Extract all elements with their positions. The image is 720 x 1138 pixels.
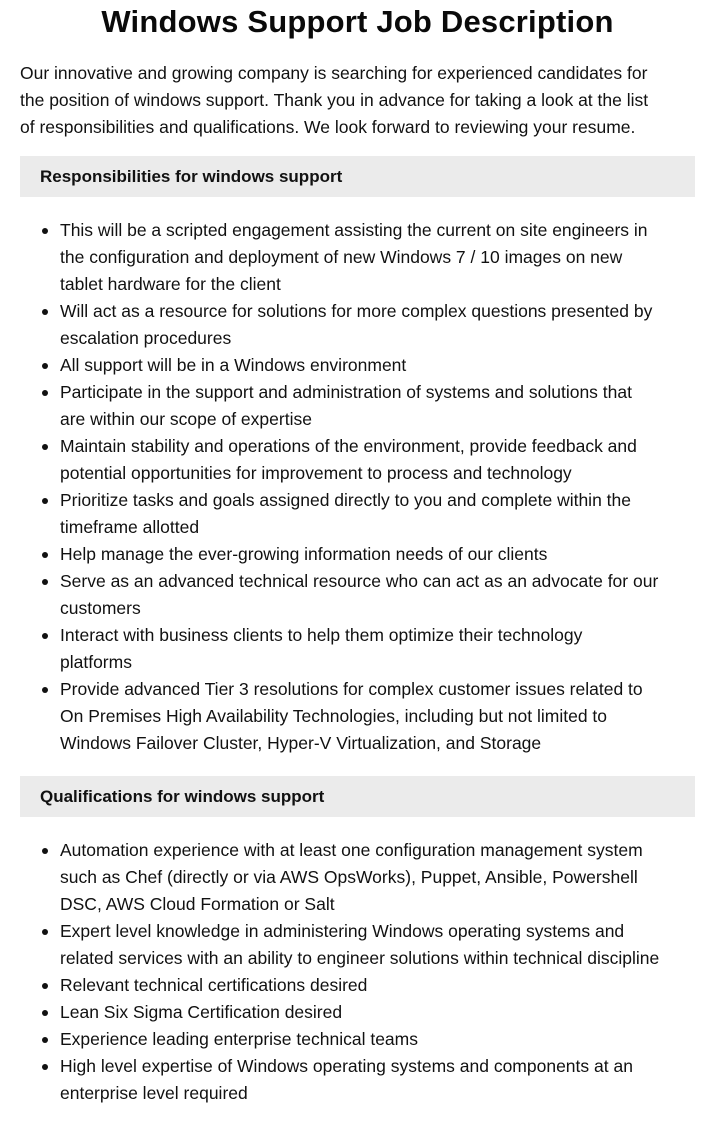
list-item xyxy=(0,487,720,541)
bullet-icon xyxy=(42,983,48,989)
bullet-icon xyxy=(42,390,48,396)
bullet-icon xyxy=(42,444,48,450)
list-item xyxy=(0,352,720,379)
list-item xyxy=(0,217,720,298)
intro-line: the position of windows support. Thank you in advance for taking a look at the list xyxy=(20,90,649,110)
bullet-icon xyxy=(42,633,48,639)
list-item-text: timeframe allotted xyxy=(60,517,200,537)
bullet-icon xyxy=(42,552,48,558)
responsibilities-heading: Responsibilities for windows support xyxy=(20,156,695,197)
list-item-text: High level expertise of Windows operating systems and components at an xyxy=(60,1056,633,1076)
list-item-text: Help manage the ever-growing information needs of our clients xyxy=(60,544,548,564)
list-item-text: related services with an ability to engineer solutions within technical discipline xyxy=(60,948,660,968)
list-item xyxy=(0,918,720,972)
list-item xyxy=(0,837,720,918)
intro-paragraph xyxy=(20,60,710,141)
list-item-text: the configuration and deployment of new Windows 7 / 10 images on new xyxy=(60,247,623,267)
qualifications-heading: Qualifications for windows support xyxy=(20,776,695,817)
list-item-text: are within our scope of expertise xyxy=(60,409,312,429)
list-item-text: All support will be in a Windows environment xyxy=(60,355,407,375)
list-item-text: such as Chef (directly or via AWS OpsWorks), Puppet, Ansible, Powershell xyxy=(60,867,638,887)
list-item xyxy=(0,1053,720,1107)
list-item-text: Participate in the support and administration of systems and solutions that xyxy=(60,382,632,402)
list-item-text: Maintain stability and operations of the environment, provide feedback and xyxy=(60,436,637,456)
list-item xyxy=(0,568,720,622)
list-item xyxy=(0,298,720,352)
bullet-icon xyxy=(42,498,48,504)
bullet-icon xyxy=(42,579,48,585)
list-item-text: Relevant technical certifications desired xyxy=(60,975,368,995)
list-item xyxy=(0,622,720,676)
list-item xyxy=(0,379,720,433)
list-item-text: Prioritize tasks and goals assigned directly to you and complete within the xyxy=(60,490,631,510)
list-item-text: Windows Failover Cluster, Hyper-V Virtualization, and Storage xyxy=(60,733,542,753)
list-item-text: Serve as an advanced technical resource who can act as an advocate for our xyxy=(60,571,659,591)
list-item xyxy=(0,972,720,999)
list-item xyxy=(0,676,720,757)
bullet-icon xyxy=(42,1064,48,1070)
bullet-icon xyxy=(42,228,48,234)
list-item-text: potential opportunities for improvement to process and technology xyxy=(60,463,572,483)
list-item xyxy=(0,1026,720,1053)
list-item-text: DSC, AWS Cloud Formation or Salt xyxy=(60,894,335,914)
intro-line: of responsibilities and qualifications. We look forward to reviewing your resume. xyxy=(20,117,636,137)
list-item-text: enterprise level required xyxy=(60,1083,248,1103)
bullet-icon xyxy=(42,1037,48,1043)
list-item-text: Lean Six Sigma Certification desired xyxy=(60,1002,343,1022)
list-item-text: escalation procedures xyxy=(60,328,232,348)
bullet-icon xyxy=(42,309,48,315)
list-item-text: Provide advanced Tier 3 resolutions for complex customer issues related to xyxy=(60,679,643,699)
list-item-text: tablet hardware for the client xyxy=(60,274,281,294)
list-item-text: Expert level knowledge in administering Windows operating systems and xyxy=(60,921,625,941)
bullet-icon xyxy=(42,929,48,935)
list-item-text: platforms xyxy=(60,652,132,672)
bullet-icon xyxy=(42,848,48,854)
page-title: Windows Support Job Description xyxy=(101,4,614,39)
list-item-text: customers xyxy=(60,598,141,618)
list-item-text: Experience leading enterprise technical teams xyxy=(60,1029,418,1049)
responsibilities-list xyxy=(0,217,720,757)
qualifications-list xyxy=(0,837,720,1107)
list-item-text: This will be a scripted engagement assisting the current on site engineers in xyxy=(60,220,648,240)
intro-line: Our innovative and growing company is searching for experienced candidates for xyxy=(20,63,648,83)
list-item-text: Interact with business clients to help them optimize their technology xyxy=(60,625,583,645)
bullet-icon xyxy=(42,1010,48,1016)
list-item-text: Automation experience with at least one configuration management system xyxy=(60,840,643,860)
list-item-text: Will act as a resource for solutions for more complex questions presented by xyxy=(60,301,653,321)
list-item-text: On Premises High Availability Technologies, including but not limited to xyxy=(60,706,608,726)
list-item xyxy=(0,433,720,487)
list-item xyxy=(0,541,720,568)
bullet-icon xyxy=(42,687,48,693)
list-item xyxy=(0,999,720,1026)
bullet-icon xyxy=(42,363,48,369)
